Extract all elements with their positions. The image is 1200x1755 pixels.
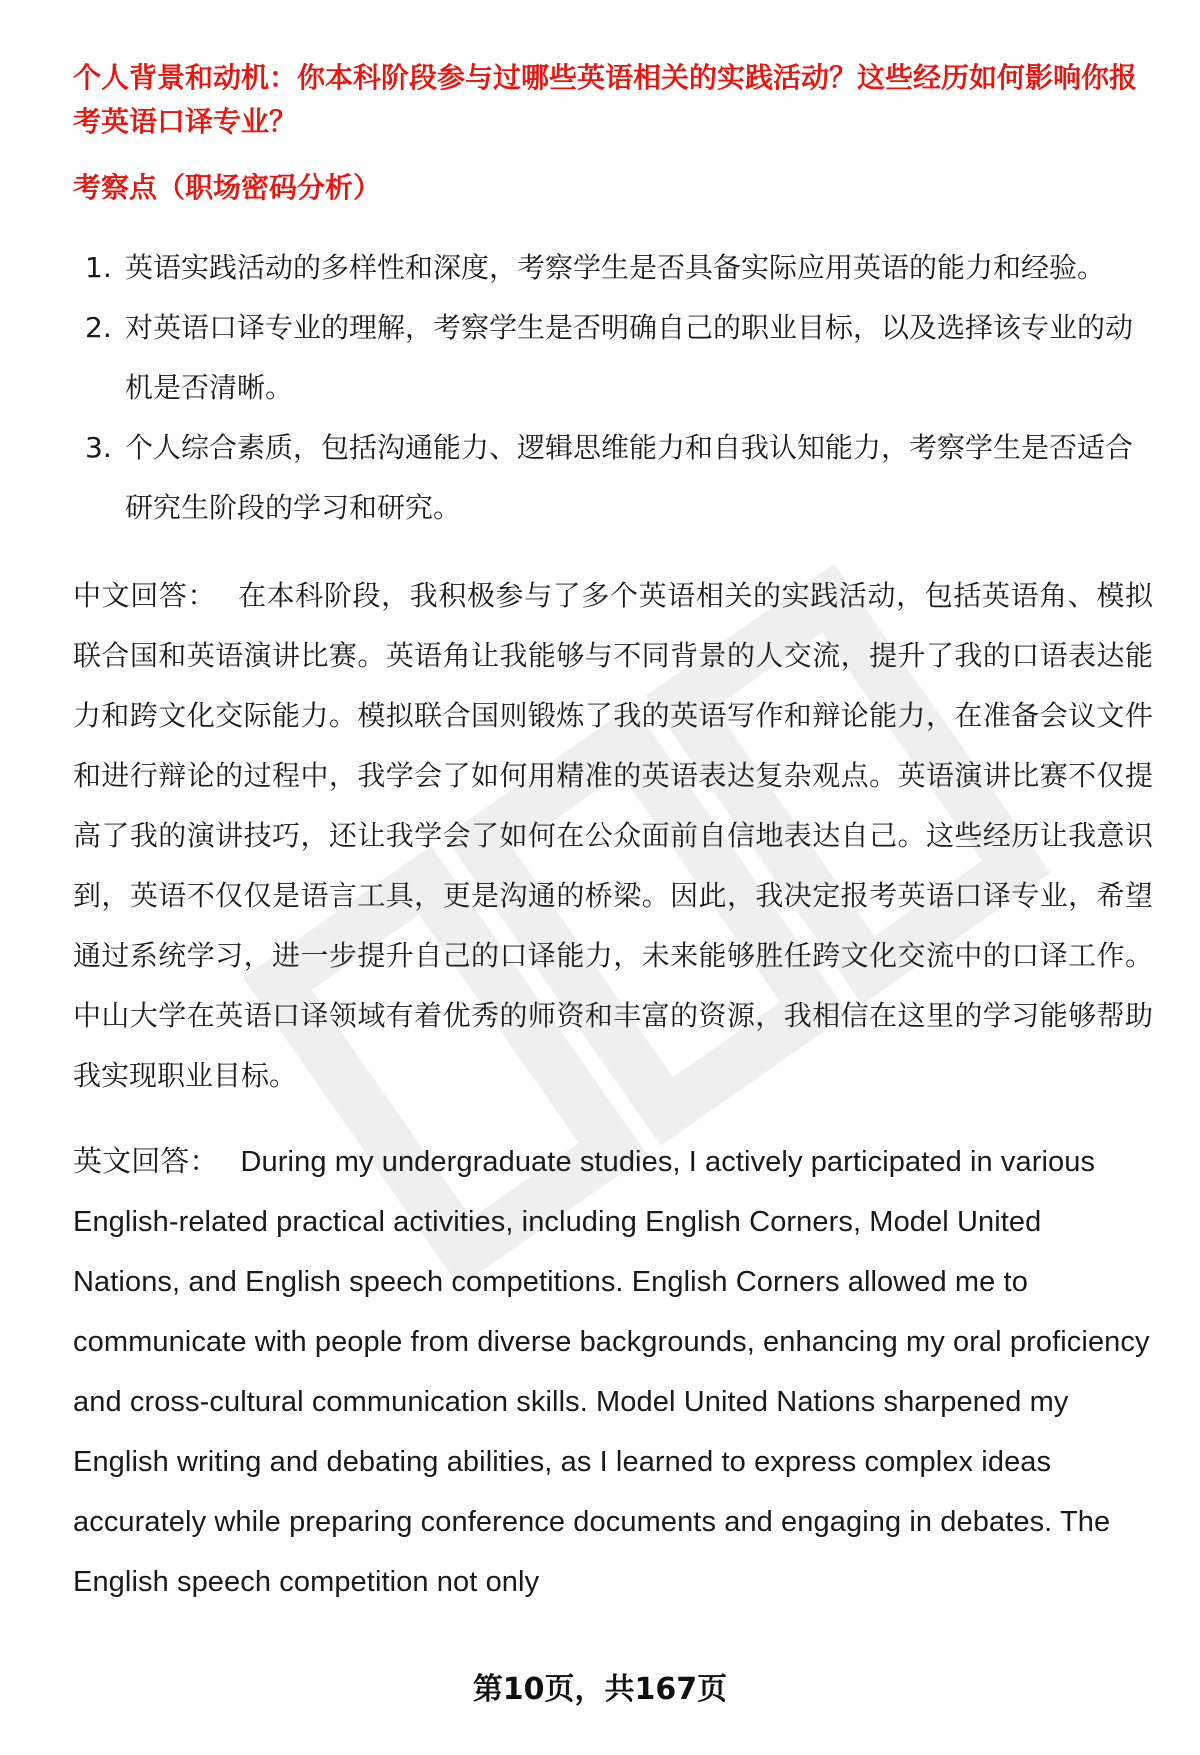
list-item-text: 对英语口译专业的理解，考察学生是否明确自己的职业目标，以及选择该专业的动机是否清晰。 — [125, 311, 1134, 404]
list-item-number: 2. — [85, 311, 112, 344]
list-item — [73, 418, 1153, 538]
question-heading: 个人背景和动机：你本科阶段参与过哪些英语相关的实践活动？这些经历如何影响你报考英语口译专业？ — [73, 61, 1138, 138]
list-item-number: 3. — [85, 431, 112, 464]
list-item — [73, 238, 1153, 298]
chinese-answer-label: 中文回答： — [73, 579, 217, 612]
chinese-answer-text: 在本科阶段，我积极参与了多个英语相关的实践活动，包括英语角、模拟联合国和英语演讲比赛。英语角让我能够与不同背景的人交流，提升了我的口语表达能力和跨文化交际能力。模拟联合国则锻炼了我的英语写作和辩论能力，在准备会议文件和进行辩论的过程中，我学会了如何用精准的英语表达复杂观点。英语演讲比赛不仅提高了我的演讲技巧，还让我学会了如何在公众面前自信地表达自己。这些经历让我意识到，英语不仅仅是语言工具，更是沟通的桥梁。因此，我决定报考英语口译专业，希望通过系统学习，进一步提升自己的口译能力，未来能够胜任跨文化交流中的口译工作。中山大学在英语口译领域有着优秀的师资和丰富的资源，我相信在这里的学习能够帮助我实现职业目标。 — [73, 579, 1153, 1092]
list-item-text: 英语实践活动的多样性和深度，考察学生是否具备实际应用英语的能力和经验。 — [125, 251, 1106, 284]
list-item-text: 个人综合素质，包括沟通能力、逻辑思维能力和自我认知能力，考察学生是否适合研究生阶段的学习和研究。 — [125, 431, 1134, 524]
english-answer — [73, 1132, 1153, 1612]
assessment-points-list — [73, 238, 1153, 538]
english-answer-text: During my undergraduate studies, I actively participated in various English-related practical activities, including English Corners, Model United Nations, and English speech competitions. English Corners allowed me to communicate with people from diverse backgrounds, enhancing my oral proficiency and cross-cultural communication skills. Model United Nations sharpened my English writing and debating abilities, as I learned to express complex ideas accurately while preparing conference documents and engaging in debates. The English speech competition not only — [73, 1146, 1150, 1598]
section-title: 考察点（职场密码分析） — [73, 171, 382, 204]
page-number-footer: 第10页，共167页 — [472, 1672, 728, 1707]
list-item — [73, 298, 1153, 418]
list-item-number: 1. — [85, 251, 112, 284]
document-content — [73, 56, 1153, 1612]
english-answer-label: 英文回答： — [73, 1146, 219, 1178]
chinese-answer — [73, 566, 1153, 1106]
